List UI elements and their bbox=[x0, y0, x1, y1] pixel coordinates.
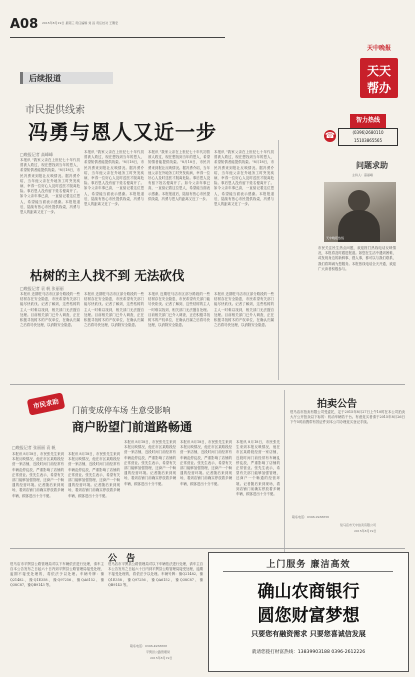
phone-icon: ☎ bbox=[325, 131, 335, 140]
question-label: 问题求助 bbox=[356, 161, 388, 170]
article1-body-col2: 本报讯 "我家父亲在上世纪七十年代初曾被人救过，现在想找到当年的恩人，希望知情者能提供线索。"8月18日，市民冯勇来到报社反映情况。据冯勇介绍，当年他父亲在外地务工时突发疾病，幸得一位好心人及时送医才脱离危险。事后恩人没有留下姓名便离开了。如今父亲年事已高，一直惦记着这位恩人，希望能当面表示感谢。本报报道后，陆续有热心市民提供线索，冯勇与恩人的距离又近了一步。 bbox=[84, 150, 144, 207]
notice-top-rule bbox=[10, 548, 405, 549]
notice-contact: 联系电话：0396-4958868 bbox=[130, 644, 168, 648]
column-divider bbox=[278, 140, 279, 380]
article1-byline: □晚报记者 高峰峰 bbox=[20, 152, 54, 157]
article3-kicker: 门前变成停车场 生意受影响 bbox=[72, 406, 171, 415]
notice-company: 平舆县公路管理局 bbox=[146, 650, 171, 654]
section-divider bbox=[10, 384, 405, 385]
hotline-phone1: (0396)2680110 bbox=[352, 130, 384, 135]
right-card bbox=[282, 110, 402, 400]
hotline-phone2: 15103865565 bbox=[354, 138, 382, 143]
article3-body-col5: 本报讯 8月18日，市民张先生来到本报反映情况，他在市区某路段经营一家店铺，近段时间门前经常有车辆乱停乱放，严重影响了店铺的正常营业。张先生表示，希望有关部门能够加强管理，还商户一个畅通的经营环境。记者随后来到现场，看到店铺门前确实停放着多辆车辆，顾客进出十分不便。 bbox=[236, 440, 280, 497]
notice-body-col1: 驻马店市平舆县公路管理局对以下车辆依法进行处理，请车主自本公告发布之日起六十日内到平舆县公路管理局接受处理，逾期不接受处理的，将依法予以处理。车辆号牌：豫Q21482、豫Q1E358、豫Q97256、豫QA6152、豫Q38C87、豫QB9143 等。 bbox=[10, 562, 104, 587]
article3-body-col1: 本报讯 8月18日，市民张先生来到本报反映情况，他在市区某路段经营一家店铺，近段时间门前经常有车辆乱停乱放，严重影响了店铺的正常营业。张先生表示，希望有关部门能够加强管理，还商户一个畅通的经营环境。记者随后来到现场，看到店铺门前确实停放着多辆车辆，顾客进出十分不便。 bbox=[12, 452, 64, 498]
ad-line1: 确山农商银行 bbox=[257, 582, 360, 602]
ad-line4: 就请您拨打财富热线：13839903188 0396-2612226 bbox=[251, 650, 366, 655]
masthead-rule bbox=[10, 37, 225, 38]
article1-kicker: 市民提供线索 bbox=[25, 105, 85, 116]
page-number: A08 bbox=[10, 17, 39, 32]
article2-title: 枯树的主人找不到 无法砍伐 bbox=[30, 268, 185, 283]
article1-body-col1: 本报讯 "我家父亲在上世纪七十年代初曾被人救过，现在想找到当年的恩人，希望知情者能提供线索。"8月18日，市民冯勇来到报社反映情况。据冯勇介绍，当年他父亲在外地务工时突发疾病，幸得一位好心人及时送医才脱离危险。事后恩人没有留下姓名便离开了。如今父亲年事已高，一直惦记着这位恩人，希望能当面表示感谢。本报报道后，陆续有热心市民提供线索，冯勇与恩人的距离又近了一步。 bbox=[20, 158, 80, 215]
auction-contact: 联系电话：0396-2938856 bbox=[292, 515, 330, 519]
auction-body: 驻马店市拍卖有限公司受委托，定于2015年8月27日上午10时在本公司拍卖大厅公开拍卖以下标的：机动车辆若干台。有意竞买者请于2015年8月26日下午5时前携带有效证件到本公司办理竞买登记手续。 bbox=[290, 410, 405, 425]
ad-line3: 只要您有融资需求 只要您喜诚信发展 bbox=[251, 630, 366, 638]
article3-title: 商户盼望门前道路畅通 bbox=[72, 420, 193, 434]
article1-title: 冯勇与恩人又近一步 bbox=[28, 120, 217, 144]
brand-main: 天天 bbox=[366, 64, 391, 78]
photo-person-head bbox=[348, 190, 370, 212]
question-sub: 主持人：高丽峰 bbox=[352, 173, 374, 177]
column-divider-2 bbox=[284, 390, 285, 555]
article2-body-col1: 本报讯 近期驻马店市区部分路段的一些枯树存在安全隐患，市民希望有关部门能尽快砍伐。记者了解到，这些枯树的主人一时难以找到，相关部门无法擅自处理。目前相关部门已介入调查，正在积极寻找树木的产权单位，在确认归属之后将尽快处理，以消除安全隐患。 bbox=[20, 292, 80, 328]
host-photo bbox=[324, 182, 396, 242]
ad-line2: 圆您财富梦想 bbox=[257, 606, 360, 626]
help-tag: 市民求助 bbox=[27, 392, 66, 415]
article3-byline: □晚报记者 张丽丽 袁 帆 bbox=[12, 445, 56, 450]
right-card-body: 市民关注民生热点问题，欢迎拨打热线电话反映情况，本报将及时跟进报道。如您在生活中遇到困难，或发现身边的新鲜事、感人事，都可以与我们联系，我们将竭诚为您服务。本报热线电话全天开通，欢迎广大读者积极参与。 bbox=[318, 246, 396, 271]
article2-byline: □晚报记者 袁 帆 张丽丽 bbox=[20, 286, 64, 291]
section-label: 后续报道 bbox=[29, 74, 61, 83]
article2-body-col2: 本报讯 近期驻马店市区部分路段的一些枯树存在安全隐患，市民希望有关部门能尽快砍伐。记者了解到，这些枯树的主人一时难以找到，相关部门无法擅自处理。目前相关部门已介入调查，正在积极寻找树木的产权单位，在确认归属之后将尽快处理，以消除安全隐患。 bbox=[84, 292, 144, 328]
ad-rule bbox=[223, 571, 393, 572]
photo-person-body bbox=[338, 210, 380, 242]
brand-badge bbox=[360, 45, 398, 98]
notice-date: 2015年8月19日 bbox=[150, 656, 173, 660]
notice-title: 公 告 bbox=[108, 554, 139, 564]
auction-date: 2015年8月19日 bbox=[354, 529, 377, 533]
notice-body-col2: 驻马店市平舆县公路管理局对以下车辆依法进行处理，请车主自本公告发布之日起六十日内到平舆县公路管理局接受处理，逾期不接受处理的，将依法予以处理。车辆号牌：豫Q21482、豫Q1E358、豫Q97256、豫QA6152、豫Q38C87、豫QB9143 等。 bbox=[108, 562, 203, 587]
hotline-tag: 智力热线 bbox=[350, 114, 386, 128]
article2-body-col4: 本报讯 近期驻马店市区部分路段的一些枯树存在安全隐患，市民希望有关部门能尽快砍伐。记者了解到，这些枯树的主人一时难以找到，相关部门无法擅自处理。目前相关部门已介入调查，正在积极寻找树木的产权单位，在确认归属之后将尽快处理，以消除安全隐患。 bbox=[214, 292, 274, 328]
bank-ad bbox=[208, 552, 409, 672]
article3-body-col2: 本报讯 8月18日，市民张先生来到本报反映情况，他在市区某路段经营一家店铺，近段时间门前经常有车辆乱停乱放，严重影响了店铺的正常营业。张先生表示，希望有关部门能够加强管理，还商户一个畅通的经营环境。记者随后来到现场，看到店铺门前确实停放着多辆车辆，顾客进出十分不便。 bbox=[68, 452, 120, 498]
hotline-box bbox=[338, 128, 398, 146]
article2-body-col3: 本报讯 近期驻马店市区部分路段的一些枯树存在安全隐患，市民希望有关部门能尽快砍伐。记者了解到，这些枯树的主人一时难以找到，相关部门无法擅自处理。目前相关部门已介入调查，正在积极寻找树木的产权单位，在确认归属之后将尽快处理，以消除安全隐患。 bbox=[148, 292, 210, 328]
auction-title: 拍卖公告 bbox=[317, 399, 357, 410]
brand-top: 天中晚报 bbox=[366, 45, 391, 52]
article1-body-col3: 本报讯 "我家父亲在上世纪七十年代初曾被人救过，现在想找到当年的恩人，希望知情者能提供线索。"8月18日，市民冯勇来到报社反映情况。据冯勇介绍，当年他父亲在外地务工时突发疾病，幸得一位好心人及时送医才脱离危险。事后恩人没有留下姓名便离开了。如今父亲年事已高，一直惦记着这位恩人，希望能当面表示感谢。本报报道后，陆续有热心市民提供线索，冯勇与恩人的距离又近了一步。 bbox=[148, 150, 210, 201]
article3-body-col4: 本报讯 8月18日，市民张先生来到本报反映情况，他在市区某路段经营一家店铺，近段时间门前经常有车辆乱停乱放，严重影响了店铺的正常营业。张先生表示，希望有关部门能够加强管理，还商户一个畅通的经营环境。记者随后来到现场，看到店铺门前确实停放着多辆车辆，顾客进出十分不便。 bbox=[180, 440, 232, 486]
brand-sub: 帮办 bbox=[366, 81, 391, 95]
article3-body-col3: 本报讯 8月18日，市民张先生来到本报反映情况，他在市区某路段经营一家店铺，近段时间门前经常有车辆乱停乱放，严重影响了店铺的正常营业。张先生表示，希望有关部门能够加强管理，还商户一个畅通的经营环境。记者随后来到现场，看到店铺门前确实停放着多辆车辆，顾客进出十分不便。 bbox=[124, 440, 176, 486]
ad-top-line: 上门服务 廉洁高效 bbox=[266, 560, 351, 570]
photo-caption: 天中晚报热线 bbox=[326, 236, 345, 241]
article1-body-col4: 本报讯 "我家父亲在上世纪七十年代初曾被人救过，现在想找到当年的恩人，希望知情者能提供线索。"8月18日，市民冯勇来到报社反映情况。据冯勇介绍，当年他父亲在外地务工时突发疾病，幸得一位好心人及时送医才脱离危险。事后恩人没有留下姓名便离开了。如今父亲年事已高，一直惦记着这位恩人，希望能当面表示感谢。本报报道后，陆续有热心市民提供线索，冯勇与恩人的距离又近了一步。 bbox=[214, 150, 274, 207]
auction-company: 驻马店市天中拍卖有限公司 bbox=[340, 523, 377, 527]
section-bar bbox=[20, 72, 113, 84]
date-line: 2015年8月19日 星期三 责任编辑 刘 昌 责任校对 王馨宏 bbox=[42, 21, 119, 25]
